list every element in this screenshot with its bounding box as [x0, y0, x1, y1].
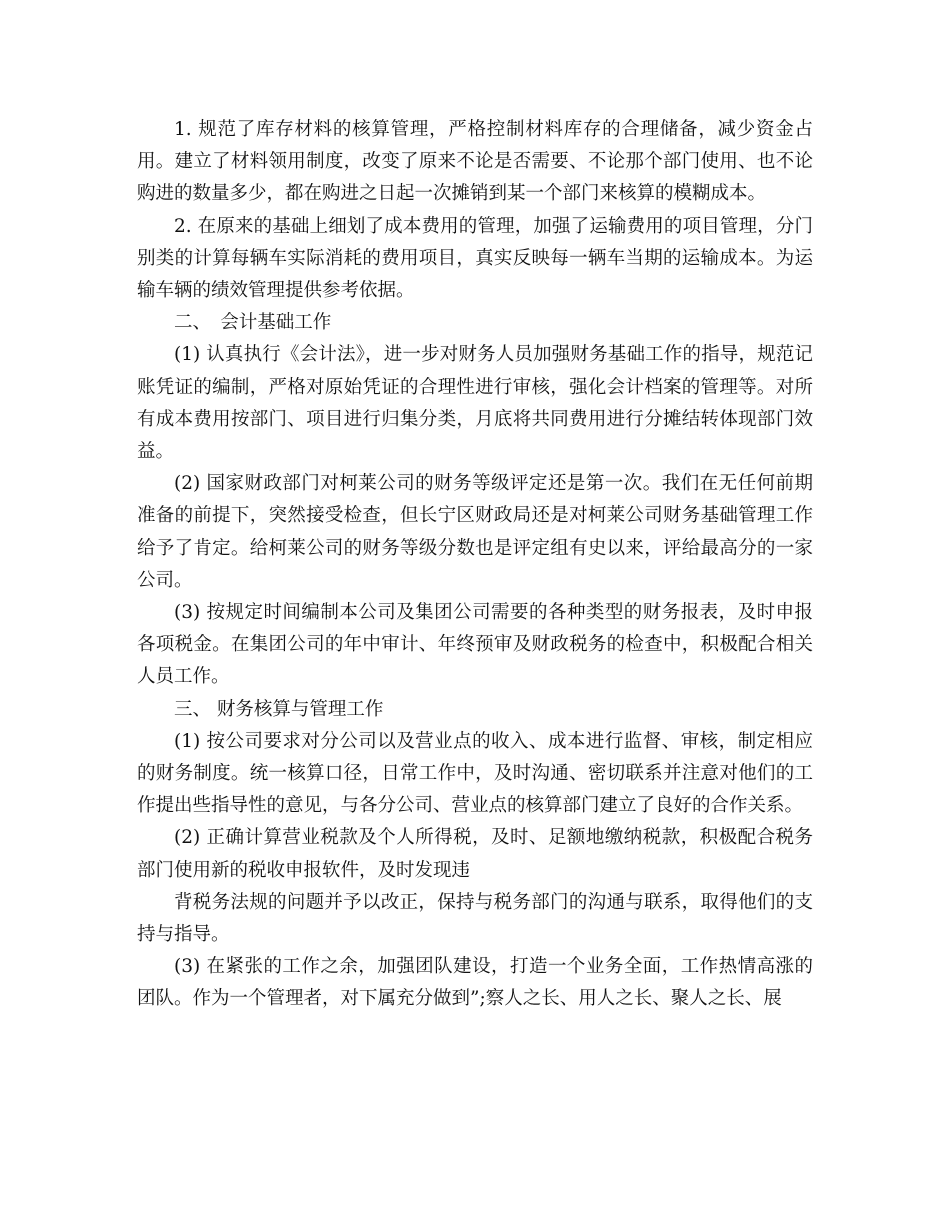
paragraph-branch-supervision: (1) 按公司要求对分公司以及营业点的收入、成本进行监督、审核，制定相应的财务制度。统一核算口径，日常工作中，及时沟通、密切联系并注意对他们的工作提出些指导性的意见，与各分公司、营业点的核算部门建立了良好的合作关系。 — [137, 730, 813, 817]
paragraph-financial-reports: (3) 按规定时间编制本公司及集团公司需要的各种类型的财务报表，及时申报各项税金。在集团公司的年中审计、年终预审及财政税务的检查中，积极配合相关人员工作。 — [137, 602, 813, 688]
paragraph-team-building: (3) 在紧张的工作之余，加强团队建设，打造一个业务全面，工作热情高涨的团队。作为一个管理者，对下属充分做到”;察人之长、用人之长、聚人之长、展 — [137, 956, 813, 1010]
paragraph-accounting-law: (1) 认真执行《会计法》，进一步对财务人员加强财务基础工作的指导，规范记账凭证的编制，严格对原始凭证的合理性进行审核，强化会计档案的管理等。对所有成本费用按部门、项目进行归集分类，月底将共同费用进行分摊结转体现部门效益。 — [137, 344, 813, 463]
section-heading-accounting-basics: 二、 会计基础工作 — [174, 312, 332, 334]
paragraph-cost-management: 2. 在原来的基础上细划了成本费用的管理，加强了运输费用的项目管理，分门别类的计算每辆车实际消耗的费用项目，真实反映每一辆车当期的运输成本。为运输车辆的绩效管理提供参考依据。 — [137, 215, 813, 302]
document-body — [137, 114, 813, 1016]
paragraph-tax-calculation: (2) 正确计算营业税款及个人所得税，及时、足额地缴纳税款，积极配合税务部门使用新的税收申报软件，及时发现违 — [137, 827, 813, 881]
paragraph-tax-compliance: 背税务法规的问题并予以改正，保持与税务部门的沟通与联系，取得他们的支持与指导。 — [137, 891, 813, 946]
paragraph-finance-rating: (2) 国家财政部门对柯莱公司的财务等级评定还是第一次。我们在无任何前期准备的前提下，突然接受检查，但长宁区财政局还是对柯莱公司财务基础管理工作给予了肯定。给柯莱公司的财务等级分数也是评定组有史以来，评给最高分的一家公司。 — [137, 473, 813, 591]
paragraph-inventory-management: 1. 规范了库存材料的核算管理，严格控制材料库存的合理储备，减少资金占用。建立了材料领用制度，改变了原来不论是否需要、不论那个部门使用、也不论购进的数量多少，都在购进之日起一次摊销到某一个部门来核算的模糊成本。 — [137, 119, 813, 205]
section-heading-accounting-management: 三、 财务核算与管理工作 — [174, 698, 384, 720]
